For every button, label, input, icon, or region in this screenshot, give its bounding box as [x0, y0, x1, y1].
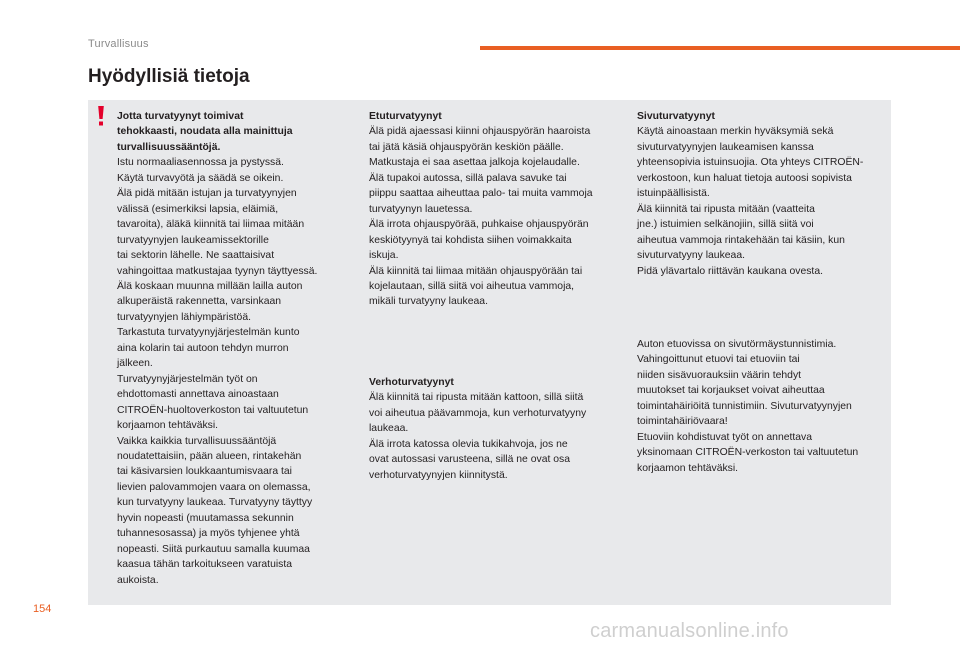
text-line: aiheutua vammoja rintakehään tai käsiin, kun — [637, 234, 845, 246]
text-line: laukeaa. — [369, 423, 409, 435]
side-airbags-block — [637, 109, 863, 279]
text-line: Käytä turvavyötä ja säädä se oikein. — [117, 172, 284, 184]
text-line: yksinomaan CITROËN-verkoston tai valtuutetun — [637, 447, 859, 459]
text-line: keskiötyynyä tai kohdista siihen voimakkaita — [369, 234, 572, 246]
text-line: sivuturvatyynyjen laukeamisen kanssa — [637, 141, 814, 153]
text-line: jälkeen. — [117, 358, 153, 370]
text-line: Tarkastuta turvatyynyjärjestelmän kunto — [117, 327, 300, 339]
text-line: ovat autossasi varusteena, sillä ne ovat osa — [369, 454, 571, 466]
text-line: Vaikka kaikkia turvallisuussääntöjä — [117, 435, 277, 447]
text-line: toimintahäiriöitä tunnistimiin. Sivuturvatyynyjen — [637, 400, 852, 412]
text-line: sivuturvatyyny laukeaa. — [637, 250, 746, 262]
text-line: Vahingoittunut etuovi tai etuoviin tai — [637, 354, 800, 366]
watermark: carmanualsonline.info — [590, 620, 789, 642]
text-line: Älä pidä ajaessasi kiinni ohjauspyörän haaroista — [369, 126, 591, 138]
text-line: tavaroita), äläkä kiinnitä tai liimaa mitään — [117, 219, 305, 231]
warning-heading — [117, 109, 317, 155]
text-line: CITROËN-huoltoverkoston tai valtuutetun — [117, 404, 309, 416]
text-line: tehokkaasti, noudata alla mainittuja — [117, 126, 293, 138]
text-line: voi aiheutua päävammoja, kun verhoturvatyyny — [369, 407, 587, 419]
text-line: Etuoviin kohdistuvat työt on annettava — [637, 431, 813, 443]
text-line: välissä (esimerkiksi lapsia, eläimiä, — [117, 203, 279, 215]
side-airbags-heading: Sivuturvatyynyt — [637, 111, 715, 122]
text-line: turvatyynyjen laukeamissektorille — [117, 234, 269, 246]
text-line: Älä irrota katossa olevia tukikahvoja, jos ne — [369, 438, 568, 450]
airbag-warning-block — [117, 109, 317, 588]
text-line: ehdottomasti annettava ainoastaan — [117, 389, 279, 401]
text-line: Auton etuovissa on sivutörmäystunnistimia. — [637, 339, 837, 350]
text-line: alkuperäistä rakennetta, varsinkaan — [117, 296, 282, 308]
page-title: Hyödyllisiä tietoja — [88, 66, 250, 87]
text-line: kaasua tähän tarkoitukseen varatuista — [117, 559, 293, 571]
text-line: Matkustaja ei saa asettaa jalkoja kojelaudalle. — [369, 157, 580, 169]
text-line: iskuja. — [369, 250, 399, 262]
section-accent-bar — [480, 46, 960, 50]
text-line: korjaamon tehtäväksi. — [637, 462, 739, 474]
side-airbags-text — [637, 124, 863, 279]
text-line: noudatettaisiin, pään alueen, rintakehän — [117, 450, 302, 462]
text-line: lievien palovammojen vaara on olemassa, — [117, 481, 311, 493]
text-line: vahingoittaa matkustajaa tyynyn täyttyessä. — [117, 265, 318, 277]
text-line: korjaamon tehtäväksi. — [117, 420, 219, 432]
text-line: piippu saattaa aiheuttaa palo- tai muita vammoja — [369, 188, 593, 200]
text-line: Älä pidä mitään istujan ja turvatyynyjen — [117, 188, 297, 200]
section-label: Turvallisuus — [88, 38, 149, 50]
text-line: Älä kiinnitä tai ripusta mitään kattoon, sillä siitä — [369, 392, 584, 404]
text-line: tuhannesosassa) ja myös tyhjenee yhtä — [117, 528, 300, 540]
text-line: Jotta turvatyynyt toimivat — [117, 111, 244, 122]
front-airbags-heading: Etuturvatyynyt — [369, 111, 442, 122]
page-number: 154 — [33, 603, 52, 615]
text-line: turvatyynyjen lähiympäristöä. — [117, 311, 251, 323]
text-line: Turvatyynyjärjestelmän työt on — [117, 373, 258, 385]
text-line: tai sektorin lähelle. Ne saattaisivat — [117, 250, 275, 262]
text-line: verhoturvatyynyjen kiinnitystä. — [369, 469, 508, 481]
text-line: Älä koskaan muunna millään lailla auton — [117, 280, 303, 292]
exclamation-icon — [96, 106, 106, 126]
text-line: verkostoon, kun haluat tietoja autoosi sopivista — [637, 172, 852, 184]
text-line: tai jätä käsiä ohjauspyörän keskiön päälle. — [369, 141, 564, 153]
front-airbags-block — [369, 109, 593, 310]
text-line: turvatyynyn lauetessa. — [369, 203, 473, 215]
text-line: Älä irrota ohjauspyörää, puhkaise ohjauspyörän — [369, 219, 589, 231]
text-line: turvallisuussääntöjä. — [117, 141, 221, 153]
text-line: aukoista. — [117, 574, 159, 586]
text-line: niiden sisävuorauksiin väärin tehdyt — [637, 369, 802, 381]
side-impact-sensors-block — [637, 337, 858, 476]
text-line: aina kolarin tai autoon tehdyn murron — [117, 342, 289, 354]
curtain-airbags-block — [369, 375, 586, 483]
text-line: toimintahäiriövaara! — [637, 416, 728, 428]
text-line: tai käsivarsien loukkaantumisvaara tai — [117, 466, 292, 478]
front-airbags-text — [369, 124, 593, 309]
text-line: Älä kiinnitä tai liimaa mitään ohjauspyörään tai — [369, 265, 583, 277]
text-line: Käytä ainoastaan merkin hyväksymiä sekä — [637, 126, 834, 138]
text-line: Älä kiinnitä tai ripusta mitään (vaatteita — [637, 203, 815, 215]
curtain-airbags-heading: Verhoturvatyynyt — [369, 377, 454, 388]
warning-text — [117, 155, 317, 588]
text-line: nopeasti. Siitä purkautuu samalla kuumaa — [117, 543, 310, 555]
text-line: Istu normaaliasennossa ja pystyssä. — [117, 157, 284, 169]
text-line: Älä tupakoi autossa, sillä palava savuke tai — [369, 172, 567, 184]
side-impact-text — [637, 337, 858, 476]
text-line: yhteensopivia istuinsuojia. Ota yhteys CITROËN- — [637, 157, 864, 169]
curtain-airbags-text — [369, 390, 586, 483]
text-line: kojelautaan, sillä siitä voi aiheutua vammoja, — [369, 280, 575, 292]
text-line: kun turvatyyny laukeaa. Turvatyyny täyttyy — [117, 497, 313, 509]
text-line: jne.) istuimien selkänojiin, sillä siitä voi — [637, 219, 814, 231]
text-line: mikäli turvatyyny laukeaa. — [369, 296, 488, 308]
text-line: hyvin nopeasti (muutamassa sekunnin — [117, 512, 294, 524]
text-line: istuinpäällisistä. — [637, 188, 710, 200]
text-line: Pidä ylävartalo riittävän kaukana ovesta. — [637, 265, 823, 277]
text-line: muutokset tai korjaukset voivat aiheuttaa — [637, 385, 825, 397]
